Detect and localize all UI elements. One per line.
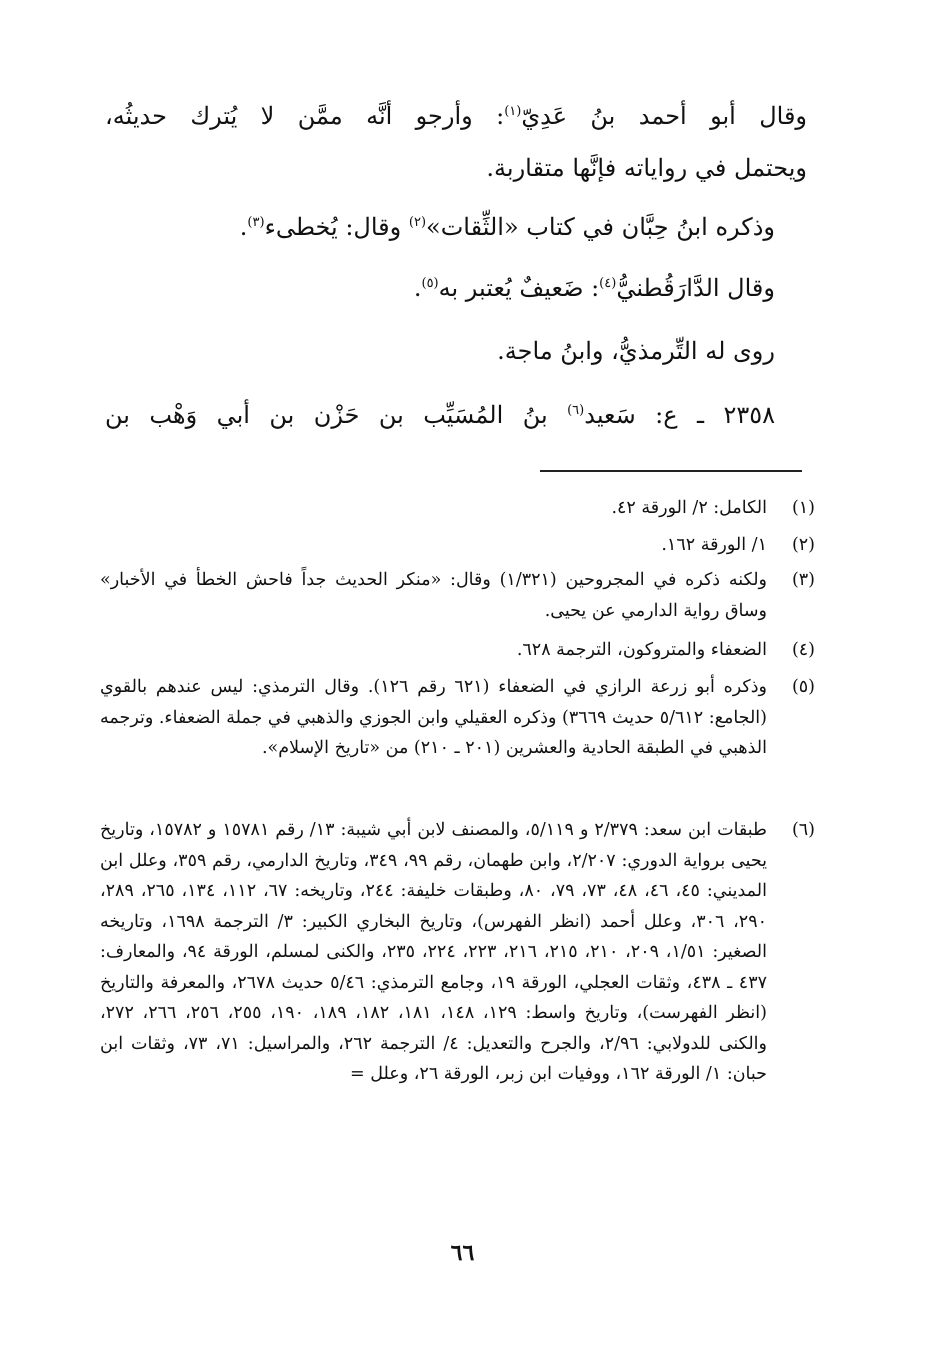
footnote-marker: (٤) bbox=[599, 276, 617, 291]
footnote-5 bbox=[100, 672, 815, 764]
footnote-marker: (١) bbox=[504, 104, 522, 119]
footnote-text: وذكره أبو زرعة الرازي في الضعفاء (٦٢١ رقم ١٢٦). وقال الترمذي: ليس عندهم بالقوي (الجامع: ٥/٦١٢ حديث ٣٦٦٩) وذكره العقيلي وابن الجوزي والذهبي في جملة الضعفاء. وترجمه الذهبي في الطبقة الحادية والعشرين (٢٠١ ـ ٢١٠) من «تاريخ الإسلام». bbox=[100, 677, 768, 758]
body-text: : وأرجو أنَّه ممَّن لا يُترك حديثُه، bbox=[105, 102, 505, 130]
footnote-text: طبقات ابن سعد: ٢/٣٧٩ و ٥/١١٩، والمصنف لابن أبي شيبة: ١٣/ رقم ١٥٧٨١ و ١٥٧٨٢، وتاريخ يحيى برواية الدوري: ٢/٢٠٧، وابن طهمان، رقم ٩٩، ٣٤٩، وتاريخ الدارمي، رقم ٣٥٩، وعلل ابن المديني: ٤٥، ٤٦، ٤٨، ٧٣، ٧٩، ٨٠، وطبقات خليفة: ٢٤٤، وتاريخه: ٦٧، ١١٢، ١٣٤، ٢٦٥، ٢٨٩، ٢٩٠، ٣٠٦، وعلل أحمد (انظر الفهرس)، وتاريخ البخاري الكبير: ٣/ الترجمة ١٦٩٨، وتاريخه الصغير: ١/٥١، ٢٠٩، ٢١٠، ٢١٥، ٢١٦، ٢٢٣، ٢٢٤، ٢٣٥، والكنى لمسلم، الورقة ٩٤، والمعارف: ٤٣٧ ـ ٤٣٨، وثقات العجلي، الورقة ١٩، وجامع الترمذي: ٥/٤٦ حديث ٢٦٧٨، والمعرفة والتاريخ (انظر الفهرست)، وتاريخ واسط: ١٢٩، ١٤٨، ١٨١، ١٨٢، ١٨٩، ١٩٠، ٢٥٥، ٢٥٦، ٢٦٦، ٢٧٢، والكنى للدولابي: ٢/٩٦، والجرح والتعديل: ٤/ الترجمة ٢٦٢، والمراسيل: ٧١، ٧٣، وثقات ابن حبان: ١/ الورقة ١٦٢، ووفيات ابن زبر، الورقة ٢٦، وعلل = bbox=[100, 820, 767, 1084]
body-text: ويحتمل في رواياته فإنَّها متقاربة. bbox=[486, 154, 807, 182]
body-text: ٢٣٥٨ ـ ع: سَعيد bbox=[584, 401, 775, 429]
body-line-2 bbox=[105, 148, 807, 188]
footnote-separator bbox=[540, 470, 802, 472]
footnote-marker: (٥) bbox=[421, 276, 439, 291]
footnote-text: الضعفاء والمتروكون، الترجمة ٦٢٨. bbox=[516, 640, 767, 660]
body-line-5 bbox=[105, 331, 775, 371]
body-text: . bbox=[239, 213, 248, 241]
body-line-3 bbox=[105, 207, 775, 247]
footnote-text: ١/ الورقة ١٦٢. bbox=[661, 535, 767, 555]
footnote-number: (٥) bbox=[791, 677, 815, 697]
footnote-2 bbox=[100, 530, 815, 561]
body-text: وذكره ابنُ حِبَّان في كتاب «الثِّقات» bbox=[426, 213, 775, 241]
footnote-1 bbox=[100, 493, 815, 524]
footnote-text: الكامل: ٢/ الورقة ٤٢. bbox=[611, 498, 767, 518]
body-text: وقال: يُخطىء bbox=[264, 213, 409, 241]
body-text: روى له التِّرمذيُّ، وابنُ ماجة. bbox=[497, 337, 775, 365]
body-text: . bbox=[413, 274, 422, 302]
footnote-3 bbox=[100, 565, 815, 626]
page-number: ٦٦ bbox=[450, 1240, 475, 1266]
footnote-marker: (٢) bbox=[408, 215, 427, 230]
footnote-marker: (٦) bbox=[567, 403, 585, 418]
footnote-number: (٢) bbox=[791, 535, 815, 555]
body-line-1 bbox=[105, 96, 807, 136]
body-text: وقال أبو أحمد بنُ عَدِيّ bbox=[521, 102, 807, 130]
footnote-number: (٤) bbox=[791, 640, 815, 660]
body-line-4 bbox=[105, 268, 775, 308]
body-text: وقال الدَّارَقُطنيُّ bbox=[616, 274, 775, 302]
footnote-number: (١) bbox=[791, 498, 815, 518]
footnote-text: ولكنه ذكره في المجروحين (١/٣٢١) وقال: «منكر الحديث جداً فاحش الخطأ في الأخبار» وساق رواية الدارمي عن يحيى. bbox=[100, 570, 767, 621]
footnote-number: (٣) bbox=[791, 570, 815, 590]
entry-heading-line bbox=[105, 395, 775, 435]
footnote-marker: (٣) bbox=[247, 215, 265, 230]
footnote-4 bbox=[100, 635, 815, 666]
body-text: بنُ المُسَيِّب بن حَزْن بن أبي وَهْب بن bbox=[105, 401, 568, 429]
footnote-number: (٦) bbox=[791, 820, 815, 840]
footnote-6 bbox=[100, 815, 815, 1090]
body-text: : ضَعيفٌ يُعتبر به bbox=[438, 274, 600, 302]
